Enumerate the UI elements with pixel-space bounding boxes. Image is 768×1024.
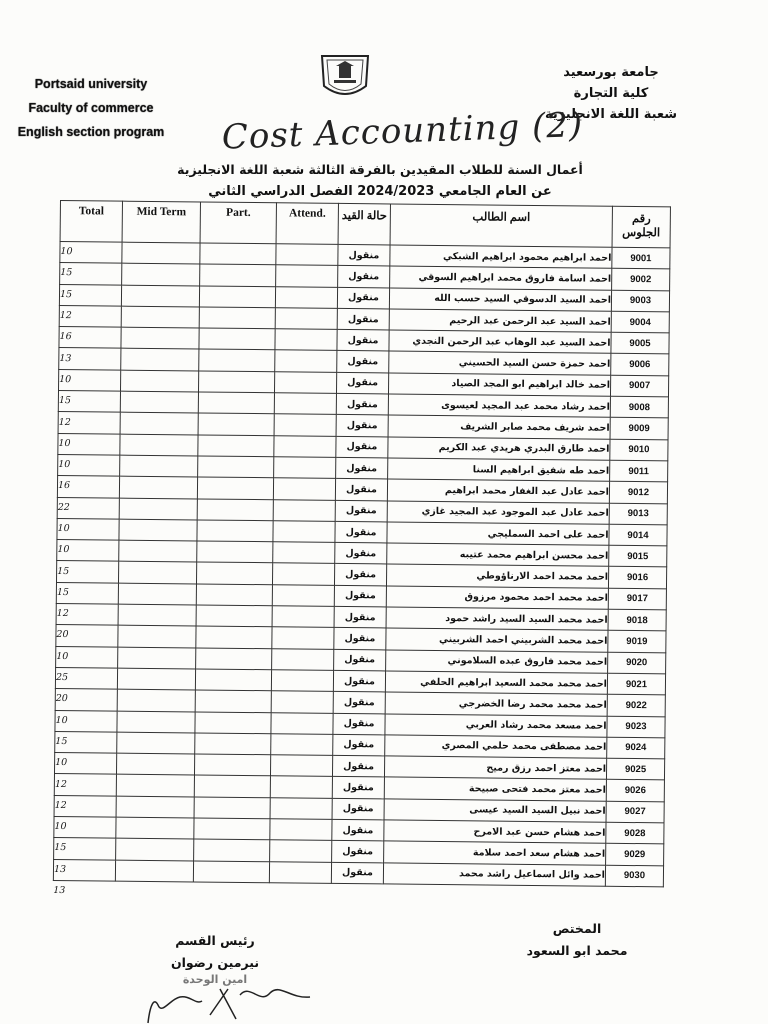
cell-mid-term [122, 263, 200, 285]
cell-total: 22 [57, 497, 119, 519]
cell-student-name: احمد عادل عبد الموجود عبد المجيد غازي [387, 501, 609, 525]
cell-attend [271, 734, 333, 756]
cell-student-name: احمد على احمد السمليجي [387, 522, 609, 546]
cell-status: منقول [331, 862, 383, 884]
cell-seat-number: 9007 [610, 375, 668, 397]
cell-mid-term [115, 860, 193, 882]
cell-attend [275, 350, 337, 372]
cell-attend [276, 265, 338, 287]
cell-part [193, 861, 269, 883]
cell-mid-term [119, 498, 197, 520]
cell-status: منقول [335, 543, 387, 565]
cell-seat-number: 9029 [606, 844, 664, 866]
cell-status: منقول [332, 798, 384, 820]
cell-status: منقول [336, 372, 388, 394]
cell-status: منقول [334, 649, 386, 671]
cell-attend [274, 457, 336, 479]
cell-attend [271, 691, 333, 713]
course-title: Cost Accounting (2) [221, 104, 584, 158]
cell-status: منقول [334, 564, 386, 586]
cell-total: 15 [60, 263, 122, 285]
cell-student-name: احمد مصطفى محمد حلمي المصري [385, 735, 607, 759]
cell-mid-term [120, 434, 198, 456]
university-logo-icon [314, 52, 376, 104]
header-english-line-1: Portsaid university [34, 77, 148, 91]
header-english-line-2: Faculty of commerce [28, 101, 154, 115]
cell-status: منقول [336, 393, 388, 415]
column-header-attend: Attend. [276, 203, 338, 245]
cell-part [199, 307, 275, 329]
cell-seat-number: 9019 [608, 631, 666, 653]
cell-part [199, 286, 275, 308]
cell-mid-term [120, 413, 198, 435]
cell-total: 10 [59, 369, 121, 391]
cell-total: 16 [59, 327, 121, 349]
cell-student-name: احمد محمد السيد السيد راشد حمود [386, 607, 608, 631]
cell-student-name: احمد وائل اسماعيل راشد محمد [383, 863, 605, 887]
cell-total: 15 [54, 838, 116, 860]
cell-student-name: احمد مسعد محمد رشاد العربي [385, 713, 607, 737]
cell-status: منقول [332, 819, 384, 841]
cell-total: 10 [55, 710, 117, 732]
cell-seat-number: 9013 [609, 503, 667, 525]
header-arabic-line-1: جامعة بورسعيد [563, 65, 659, 80]
cell-status: منقول [338, 244, 390, 266]
cell-status: منقول [335, 521, 387, 543]
cell-seat-number: 9001 [612, 247, 670, 269]
cell-part [195, 669, 271, 691]
cell-attend [271, 670, 333, 692]
cell-seat-number: 9011 [610, 460, 668, 482]
university-header-english [16, 72, 166, 144]
signature-right-title: المختص [552, 921, 602, 936]
cell-part [200, 243, 276, 265]
cell-student-name: احمد رشاد محمد عبد المجيد لعيسوى [388, 394, 610, 418]
header-english-line-3: English section program [17, 125, 165, 139]
cell-seat-number: 9009 [610, 418, 668, 440]
cell-seat-number: 9028 [606, 822, 664, 844]
cell-mid-term [116, 817, 194, 839]
cell-attend [273, 499, 335, 521]
cell-attend [274, 372, 336, 394]
cell-extra-total: 13 [53, 885, 66, 897]
cell-mid-term [121, 285, 199, 307]
cell-student-name: احمد طارق البدري هريدي عبد الكريم [388, 437, 610, 461]
table-body [53, 242, 670, 908]
cell-attend [272, 563, 334, 585]
cell-student-name: احمد محمد محمد السعيد ابراهيم الحلفي [385, 671, 607, 695]
cell-total: 12 [59, 305, 121, 327]
cell-part [200, 264, 276, 286]
cell-mid-term [121, 349, 199, 371]
cell-status: منقول [332, 777, 384, 799]
cell-part [196, 584, 272, 606]
cell-part [197, 541, 273, 563]
cell-part [195, 690, 271, 712]
cell-mid-term [117, 668, 195, 690]
cell-seat-number: 9025 [606, 758, 664, 780]
signature-block-specialist [512, 918, 642, 962]
signature-right-name: محمد ابو السعود [526, 943, 628, 958]
cell-status: منقول [333, 670, 385, 692]
cell-attend [270, 840, 332, 862]
cell-seat-number: 9002 [612, 269, 670, 291]
cell-seat-number: 9012 [609, 482, 667, 504]
cell-part [197, 499, 273, 521]
cell-attend [271, 712, 333, 734]
cell-total: 10 [54, 753, 116, 775]
header-arabic-line-3: شعبة اللغة الانجليزية [544, 107, 678, 122]
cell-total: 10 [54, 816, 116, 838]
cell-attend [275, 329, 337, 351]
cell-status: منقول [333, 734, 385, 756]
cell-status: منقول [332, 841, 384, 863]
grades-table [53, 200, 671, 908]
cell-attend [270, 755, 332, 777]
cell-mid-term [117, 711, 195, 733]
cell-total: 10 [58, 433, 120, 455]
cell-student-name: احمد هشام سعد احمد سلامة [384, 841, 606, 865]
cell-status: منقول [336, 415, 388, 437]
column-header-part: Part. [200, 202, 276, 244]
cell-status: منقول [332, 756, 384, 778]
cell-student-name: احمد محمد احمد محمود مرزوق [386, 586, 608, 610]
table-header-row [60, 201, 670, 248]
cell-status: منقول [337, 330, 389, 352]
cell-seat-number: 9014 [609, 524, 667, 546]
cell-student-name: احمد خالد ابراهيم ابو المجد الصياد [388, 373, 610, 397]
cell-mid-term [116, 753, 194, 775]
column-header-status: حالة القيد [338, 203, 390, 245]
cell-student-name: احمد عادل عبد الغفار محمد ابراهيم [387, 479, 609, 503]
cell-seat-number: 9016 [608, 567, 666, 589]
cell-student-name: احمد محسن ابراهيم محمد عتيبه [387, 543, 609, 567]
cell-part [195, 733, 271, 755]
cell-seat-number: 9020 [608, 652, 666, 674]
cell-part [196, 648, 272, 670]
cell-seat-number: 9015 [609, 545, 667, 567]
cell-mid-term [118, 604, 196, 626]
cell-part [198, 392, 274, 414]
cell-seat-number: 9023 [607, 716, 665, 738]
cell-seat-number: 9017 [608, 588, 666, 610]
cell-seat-number: 9003 [611, 290, 669, 312]
cell-attend [272, 627, 334, 649]
cell-status: منقول [336, 457, 388, 479]
signature-left-faded: امين الوحدة [182, 973, 248, 986]
cell-mid-term [122, 242, 200, 264]
cell-student-name: احمد السيد عبد الوهاب عبد الرحمن النجدي [389, 330, 611, 354]
cell-mid-term [118, 583, 196, 605]
cell-seat-number: 9024 [607, 737, 665, 759]
cell-status: منقول [337, 287, 389, 309]
cell-part [196, 562, 272, 584]
cell-attend [272, 584, 334, 606]
cell-student-name: احمد محمد فاروق عبده السلاموني [386, 650, 608, 674]
cell-total: 15 [56, 582, 118, 604]
cell-part [197, 477, 273, 499]
cell-attend [273, 521, 335, 543]
cell-seat-number: 9010 [610, 439, 668, 461]
cell-part [198, 371, 274, 393]
cell-student-name: احمد اسامة فاروق محمد ابراهيم السوقي [390, 266, 612, 290]
cell-seat-number: 9030 [605, 865, 663, 887]
cell-attend [276, 244, 338, 266]
cell-status: منقول [333, 713, 385, 735]
cell-mid-term [119, 476, 197, 498]
cell-student-name: احمد طه شفيق ابراهيم السنا [388, 458, 610, 482]
cell-total: 15 [58, 391, 120, 413]
cell-part [196, 626, 272, 648]
cell-attend [275, 308, 337, 330]
cell-total: 15 [56, 561, 118, 583]
cell-part [194, 797, 270, 819]
cell-attend [270, 797, 332, 819]
cell-mid-term [119, 540, 197, 562]
subtitle-line-1: أعمال السنة للطلاب المقيدين بالفرقة الثالثة شعبة اللغة الانجليزية [177, 162, 583, 177]
cell-seat-number: 9006 [611, 354, 669, 376]
cell-seat-number: 9004 [611, 311, 669, 333]
cell-total: 10 [57, 540, 119, 562]
cell-part [197, 520, 273, 542]
cell-attend [272, 648, 334, 670]
cell-mid-term [120, 391, 198, 413]
cell-part [199, 328, 275, 350]
cell-student-name: احمد السيد الدسوقي السيد حسب الله [389, 288, 611, 312]
column-header-seat: رقم الجلوس [612, 206, 670, 248]
cell-status: منقول [338, 266, 390, 288]
cell-total: 25 [55, 667, 117, 689]
cell-seat-number: 9005 [611, 332, 669, 354]
header-arabic-line-2: كلية التجارة [573, 86, 649, 101]
cell-status: منقول [337, 351, 389, 373]
cell-part [195, 711, 271, 733]
cell-total: 12 [54, 774, 116, 796]
cell-student-name: احمد محمد الشربيني احمد الشربيني [386, 628, 608, 652]
cell-total: 10 [57, 518, 119, 540]
cell-part [198, 456, 274, 478]
cell-mid-term [118, 562, 196, 584]
signature-left-name: نيرمين رضوان [170, 955, 260, 970]
cell-attend [274, 414, 336, 436]
cell-status: منقول [335, 500, 387, 522]
cell-attend [270, 776, 332, 798]
cell-mid-term [121, 327, 199, 349]
cell-seat-number: 9022 [607, 694, 665, 716]
cell-mid-term [117, 732, 195, 754]
cell-attend [272, 606, 334, 628]
cell-student-name: احمد ابراهيم محمود ابراهيم الشبكي [390, 245, 612, 269]
cell-mid-term [121, 306, 199, 328]
cell-status: منقول [333, 692, 385, 714]
cell-mid-term [120, 455, 198, 477]
cell-student-name: احمد نبيل السيد السيد عيسى [384, 799, 606, 823]
cell-seat-number: 9021 [607, 673, 665, 695]
cell-attend [273, 542, 335, 564]
cell-total: 12 [54, 795, 116, 817]
cell-total: 13 [53, 859, 115, 881]
cell-status: منقول [334, 606, 386, 628]
cell-mid-term [117, 689, 195, 711]
cell-total: 16 [57, 476, 119, 498]
cell-mid-term [118, 647, 196, 669]
column-header-name: اسم الطالب [390, 204, 612, 247]
cell-student-name: احمد معتز احمد رزق رميح [384, 756, 606, 780]
cell-part [198, 413, 274, 435]
cell-seat-number: 9026 [606, 780, 664, 802]
cell-mid-term [119, 519, 197, 541]
cell-part [198, 435, 274, 457]
cell-status: منقول [337, 308, 389, 330]
column-header-mid-term: Mid Term [122, 201, 200, 243]
cell-mid-term [116, 838, 194, 860]
cell-attend [270, 819, 332, 841]
cell-attend [269, 861, 331, 883]
cell-seat-number: 9018 [608, 609, 666, 631]
cell-student-name: احمد السيد عبد الرحمن عبد الرحيم [389, 309, 611, 333]
cell-status: منقول [334, 628, 386, 650]
handwritten-signature-icon [140, 975, 330, 1024]
cell-part [196, 605, 272, 627]
cell-part [194, 818, 270, 840]
cell-total: 13 [59, 348, 121, 370]
cell-attend [273, 478, 335, 500]
cell-student-name: احمد حمزة حسن السيد الحسيني [389, 351, 611, 375]
cell-total: 10 [58, 454, 120, 476]
cell-status: منقول [335, 479, 387, 501]
cell-total: 12 [56, 604, 118, 626]
cell-attend [274, 435, 336, 457]
cell-total: 15 [59, 284, 121, 306]
cell-student-name: احمد شريف محمد صابر الشريف [388, 415, 610, 439]
cell-attend [275, 286, 337, 308]
cell-status: منقول [336, 436, 388, 458]
subtitle-line-2: عن العام الجامعي 2024/2023 الفصل الدراسي الثاني [208, 184, 552, 199]
cell-mid-term [118, 625, 196, 647]
cell-part [194, 775, 270, 797]
cell-part [199, 349, 275, 371]
cell-total: 20 [56, 625, 118, 647]
cell-attend [274, 393, 336, 415]
cell-seat-number: 9008 [610, 396, 668, 418]
cell-student-name: احمد محمد احمد الارناؤوطي [386, 564, 608, 588]
cell-total: 15 [55, 731, 117, 753]
signature-left-title: رئيس القسم [175, 933, 255, 948]
cell-total: 10 [60, 242, 122, 264]
cell-total: 10 [56, 646, 118, 668]
column-header-total: Total [60, 201, 122, 243]
cell-total: 20 [55, 689, 117, 711]
cell-seat-number: 9027 [606, 801, 664, 823]
cell-status: منقول [334, 585, 386, 607]
cell-student-name: احمد هشام حسن عبد الامرح [384, 820, 606, 844]
cell-mid-term [116, 775, 194, 797]
cell-student-name: احمد معتز محمد فتحى صبيحة [384, 777, 606, 801]
cell-total: 12 [58, 412, 120, 434]
cell-mid-term [116, 796, 194, 818]
cell-mid-term [121, 370, 199, 392]
cell-part [194, 754, 270, 776]
cell-part [194, 839, 270, 861]
cell-student-name: احمد محمد محمد رضا الخضرجي [385, 692, 607, 716]
